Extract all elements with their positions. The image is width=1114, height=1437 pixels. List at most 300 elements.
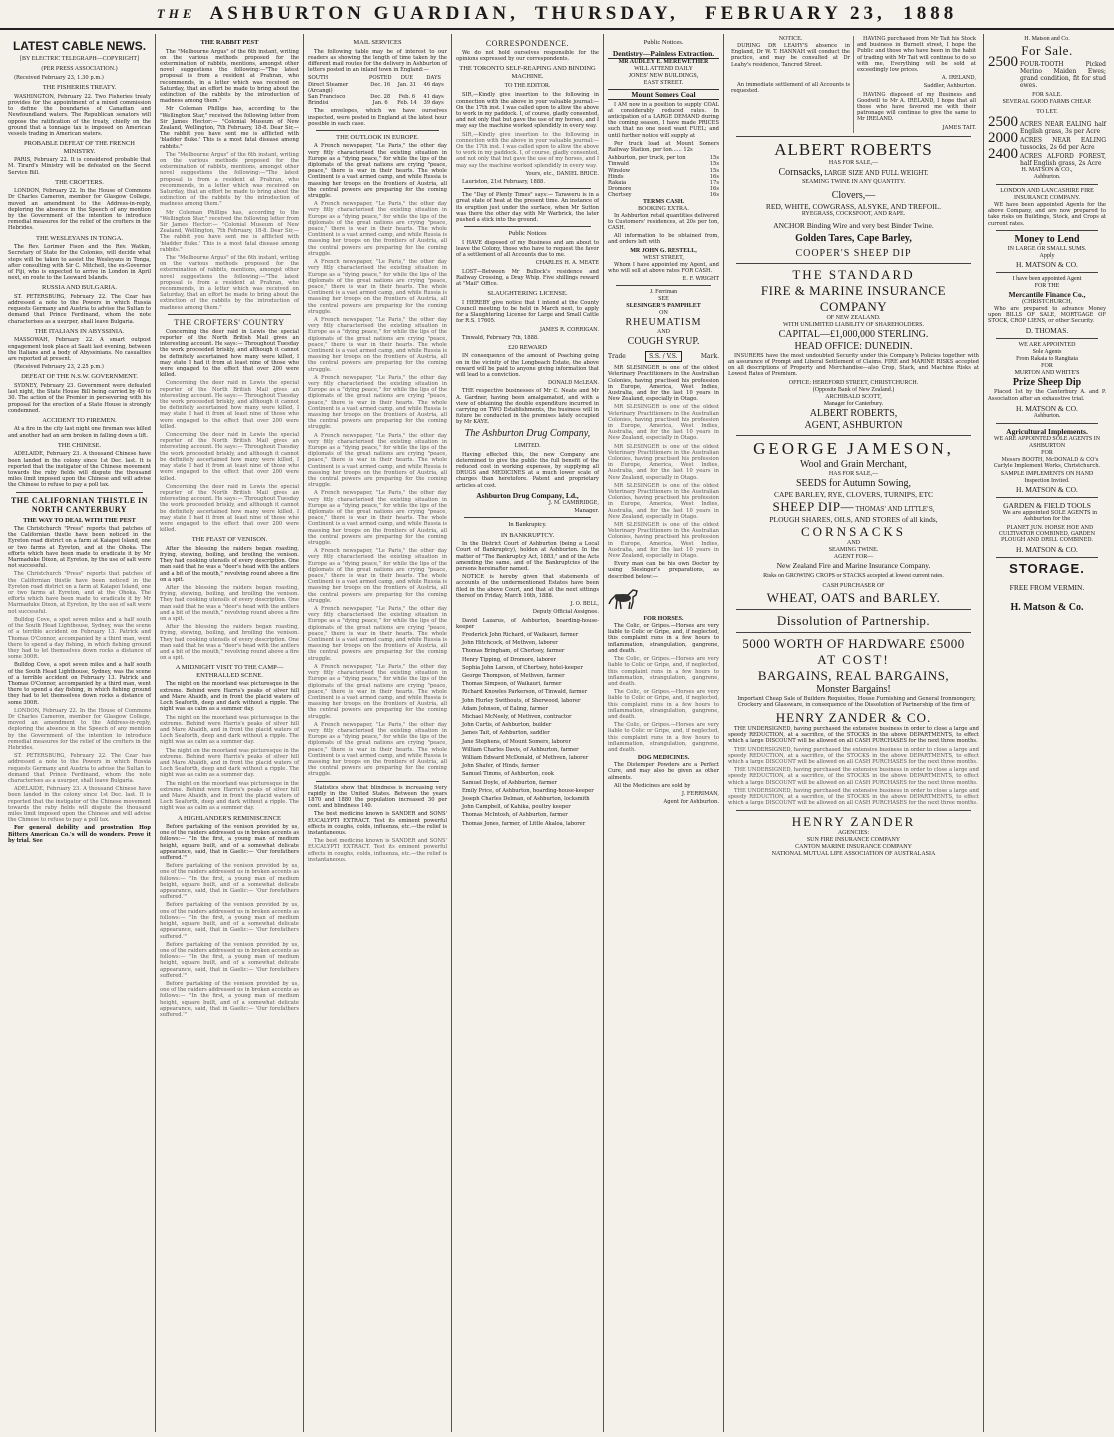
seeds-autumn: SEEDS for Autumn Sowing,: [795, 477, 911, 489]
divider: [996, 557, 1098, 558]
horses-text: The Colic, or Gripes.—Horses are very liable to Colic or Gripe, and, if neglected, this complaint runs in a few hours to inflammation, strangulation, gangrene, and death.: [608, 623, 719, 654]
nsw-text: SYDNEY, February 23. Government were defeated last night, the State House Bill being carried by 40 to 30. The action of the Premier in persevering with his proposal for the erection of a State House is strongly condemned.: [8, 382, 151, 414]
accident-text: At a fire in the city last night one fireman was killed and another had an arm broken in falling down a lift.: [8, 426, 151, 439]
bargains: BARGAINS, REAL BARGAINS,: [757, 667, 950, 683]
coal-price: 17s: [709, 179, 719, 186]
notice-amalgamation: THE respective businesses of Mr C. Neate and Mr A. Gardner, having been amalgamated, and with a view of obtaining the double expenditure incurred in carrying on TWO Establishments, the business will in future be conducted in the premises lately occupied by Mr KAYE.: [456, 388, 599, 426]
london-lancashire: LONDON AND LANCASHIRE FIRE INSURANCE COMPANY.: [1000, 188, 1094, 201]
coal-price: 15s: [709, 167, 719, 174]
heading-thistle: THE CALIFORNIAN THISTLE IN NORTH CANTERBURY: [10, 495, 149, 514]
notice-ireland-sign: A. IRELAND,: [941, 75, 976, 82]
nz-fire-marine: New Zealand Fire and Marine Insurance Company.: [776, 560, 931, 570]
wheat-oats-barley: WHEAT, OATS and BARLEY.: [766, 589, 941, 605]
booth-mcdonald: Messrs BOOTH, McDONALD & CO's Carlyle Implement Works, Christchurch.: [993, 456, 1101, 470]
mail-text: The envelopes, which we have ourselves inspected, were posted in England at the latest hour possible in each case.: [308, 108, 447, 127]
highlander-text: Before partaking of the venison provided by us, one of the raiders addressed us in broken accents as follows:— "In the first, a young man of medium height, square built, and of a somewhat delicate appearance, said, that in Gaelic:— 'Our forefathers suffered.'": [160, 824, 299, 862]
article-filler: A French newspaper, "Le Paris," the other day very fitly characterised the existing situation in Europe as a "dying peace," for while the lips of the diplomats of the great nations are crying "peace, peace," there is war in their hearts. The whole Continent is a vast armed camp, and while Russia is massing her troops on the frontiers of Austria, all the central powers are preparing for the coming struggle.: [308, 374, 447, 431]
ferriman-header: J. Ferriman: [649, 289, 678, 296]
eucalypti-ad: The best medicine known is SANDER and SONS' EUCALYPTI EXTRACT. Test its eminent powerful effects in coughs, colds, influenza, etc.—the relief is instantaneous.: [308, 811, 447, 836]
acreage-text: ACRES NEAR EALING half English grass, 3s per Acre: [1020, 121, 1106, 135]
fisheries-text: WASHINGTON, February 22. Two Fisheries treaty provides for the appointment of a mixed commission to define the boundaries of Canadian and Newfoundland waters. The Republican senators will oppose the ratification of the treaty, chiefly on the ground that a tonnage tax is imposed on American vessels trading in American waters.: [8, 93, 151, 137]
sale-2500-number: 2500: [988, 54, 1018, 70]
bankrupt-entry: Frederick John Richard, of Waikauri, farmer: [462, 631, 579, 638]
appointed-agent: I have been appointed Agent: [1012, 275, 1082, 282]
dissolution-title: Dissolution of Partnership.: [776, 612, 931, 628]
article-filler: The Colic, or Gripes.—Horses are very liable to Colic or Gripe, and, if neglected, this complaint runs in a few hours to inflammation, strangulation, gangrene, and death.: [608, 656, 719, 687]
correspondence-place: Lauriston, 21st February, 1888.: [462, 179, 546, 186]
mail-cell: Jan. 31: [397, 81, 417, 88]
coopers-sheep-dip: COOPER'S SHEEP DIP: [795, 247, 912, 259]
divider: [996, 184, 1098, 185]
mail-cell: Dec. 16: [370, 81, 391, 88]
heading-thistle-2: THE WAY TO DEAL WITH THE PEST: [23, 516, 136, 524]
article-filler: LONDON, February 22. In the House of Commons Dr Charles Cameron, member for Glasgow College, moved an amendment to the Address-in-reply, deploring the absence in the Speech of any mention by the Government of the intention to introduce remedial measures for the relief of the crofters in the Hebrides.: [8, 707, 151, 751]
cornsacks-title: CORNSACKS: [800, 523, 907, 539]
agency-entry: SUN FIRE INSURANCE COMPANY: [806, 836, 901, 843]
article-filler: MR SLESINGER is one of the oldest Veterinary Practitioners in the Australian Colonies, having practised his profession in Europe, America, West Indies, Australia, and for the last 10 years in New Zealand, especially in Otago.: [608, 522, 719, 560]
agency-entry: NATIONAL MUTUAL LIFE ASSOCIATION OF AUSTRALASIA: [771, 850, 936, 857]
notice-heading: NOTICE.: [778, 36, 803, 42]
article-filler: Mr Coleman Phillips has, according to the "Wellington Star," received the following letter from Sir James Hector:— "Colonial Museum of New Zealand, Wellington, 7th February, 18-8. Dear Sir,—The rabbit you have sent me is afflicted with 'bladder fluke.' This is a most fatal disease among rabbits.": [160, 209, 299, 253]
notice-ireland-role: Saddler, Ashburton.: [923, 83, 976, 90]
divider: [736, 263, 971, 264]
slaughter-sign: JAMES R. CORRIGAN.: [539, 326, 599, 333]
column-advertisements: [724, 34, 984, 1432]
notice-meate-sign: CHARLES H. A. MEATE: [535, 260, 599, 267]
notice-tait-sign: JAMES TAIT.: [942, 124, 976, 131]
george-jameson-title: GEORGE JAMESON,: [753, 438, 954, 458]
coal-destination: Rakaia: [608, 179, 627, 186]
slesinger-text-2: Every man can be his own Doctor by using Slesinger's preparations, as described below:—: [608, 561, 719, 580]
clovers-title: Clovers,—: [831, 189, 876, 201]
monster-bargains: Monster Bargains!: [816, 683, 891, 695]
heading-chinese: THE CHINESE.: [57, 441, 102, 449]
chinese-text: ADELAIDE, February 23. A thousand Chinese have been landed in the colony since 1st Dec. last. It is reported that the instigator of the Chinese movement towards the ruby fields will dispute the thousand miles limit imposed upon the Chinese and will advise the Chinese to refuse to pay a poll tax.: [8, 451, 151, 489]
for-horses-heading: FOR HORSES.: [643, 616, 684, 623]
for-sale-2: FOR SALE.: [1032, 92, 1062, 98]
free-from-vermin: FREE FROM VERMIN.: [1009, 583, 1085, 593]
sample-implements: SAMPLE IMPLEMENTS ON HAND: [1000, 471, 1094, 478]
limited-label: LIMITED.: [514, 442, 541, 449]
divider: [16, 492, 143, 493]
divider: [464, 517, 591, 518]
article-filler: Concerning the deer raid in Lewis the special reporter of the North British Mail gives an interesting account. He says:— Throughout Tuesday the work proceeded briskly, and although it cannot be definitely ascertained how many were killed, I may state I had it from at least nine of those who were engaged to the effect that over 200 were killed.: [160, 483, 299, 534]
rabbit-text: The "Melbourne Argus" of the 6th instant, writing on the various methods proposed for the extermination of rabbits, mentions, amongst other novel suggestions the following:—"The latest proposal is from a resident at Prahran, who recommends, in a letter which was received on Saturday, that an effort be made to bring about the extinction of the rabbits by the introduction of madness among them.": [160, 48, 299, 105]
garden-field-tools: GARDEN & FIELD TOOLS: [1003, 501, 1091, 511]
to-let-list: [988, 114, 1106, 167]
acreage-number: 2000: [988, 130, 1018, 146]
article-filler: Concerning the deer raid in Lewis the special reporter of the North British Mail gives an interesting account. He says:— Throughout Tuesday the work proceeded briskly, and although it cannot be definitely ascertained how many were killed, I may state I had it from at least nine of those who were engaged to the effect that over 200 were killed.: [160, 380, 299, 430]
acreage-text: ACRES ALFORD FOREST, half English grass, 2s Acre: [1020, 153, 1106, 167]
article-filler: MR SLESINGER is one of the oldest Veterinary Practitioners in the Australian Colonies, having practised his profession in Europe, America, West Indies, Australia, and for the last 10 years in New Zealand, especially in Otago.: [608, 404, 719, 442]
divider: [616, 285, 711, 286]
article-filler: ADELAIDE, February 23. A thousand Chinese have been landed in the colony since 1st Dec. last. It is reported that the instigator of the Chinese movement towards the ruby fields will dispute the thousand miles limit imposed upon the Chinese and will advise the Chinese to refuse to pay a poll tax.: [8, 786, 151, 824]
mail-intro: The following table may be of interest to our readers as showing the length of time taken by the different mail routes for the delivery in Ashburton of letters posted in an inland town in England:—: [308, 48, 447, 74]
matson-bottom: H. Matson & Co.: [1010, 602, 1084, 614]
ashburton-2: Ashburton.: [1033, 412, 1061, 419]
sole-agents: Sole Agents: [1032, 349, 1062, 356]
insurance-text: INSURERS have the most undoubted Security under this Company's Policies together with an assurance of Prompt and Liberal Settlement of Claims. FIRE and MARINE RISKS accepted on all descriptions of Property and Merchandise—also Crop, Stack, and Machine Risks at Lowest Rates of Premium.: [728, 352, 979, 378]
sheep-dip-sub: THOMAS' AND LITTLE'S,: [855, 505, 935, 513]
notice-tait: HAVING disposed of my Business and Goodwill to Mr A. IRELAND, I hope that all those who have favored me with their patronage will continue to give the same to Mr IRELAND.: [857, 91, 976, 123]
mail-table-row: [308, 100, 447, 106]
crofters-text: LONDON, February 22. In the House of Commons Dr Charles Cameron, member for Glasgow College, moved an amendment to the Address-in-reply, deploring the absence in the Speech of any mention by the Government of the intention to introduce remedial measures for the relief of the crofters in the Hebrides.: [8, 188, 151, 232]
see-label: SEE: [658, 296, 669, 303]
bankrupt-entry: Emily Price, of Ashburton, boarding-house-keeper: [462, 787, 594, 794]
divider: [168, 314, 291, 315]
article-filler: The Christchurch "Press" reports that patches of the Californian thistle have been noticed in the Eyreton road district on a farm at Kaiapoi Island, one or two farms at Eyreton, and at the Ohoka. The efforts which have been made to eradicate it by Mr Marmaduke Dixon, at Eyreton, by the use of salt were not successful.: [8, 571, 151, 615]
received-notice-2: (Received February 23, 2.25 p.m.): [14, 364, 104, 371]
divider: [996, 423, 1098, 424]
heading-highlander: A HIGHLANDER'S REMINISCENCE: [177, 814, 281, 822]
bankrupt-entry: Sophia John Larson, of Chertsey, hotel-keeper: [462, 664, 583, 671]
heading-dentistry: Dentistry—Painless Extraction.: [608, 49, 719, 59]
divider: [464, 188, 591, 189]
agencies-label: AGENCIES:: [837, 829, 870, 836]
coal-destination: Winslow: [608, 167, 631, 174]
of-new-zealand: OF NEW ZEALAND.: [826, 314, 881, 321]
and-label: AND: [657, 329, 670, 336]
planet-jun: PLANET JUN. HORSE HOE AND CULTIVATOR COMBINED, GARDEN PLOUGH AND DRILL COMBINED.: [998, 524, 1096, 544]
notice-right-block: [854, 36, 979, 133]
trade-label: Trade: [608, 353, 626, 361]
bankrupt-entry: Henry Tipping, of Dromore, laborer: [462, 656, 556, 663]
heading-mount-somers-coal: Mount Somers Coal: [608, 89, 719, 100]
heading-drug-company-ltd: Ashburton Drug Company, Ld.,: [476, 490, 579, 500]
article-filler: After the blessing the raiders began roasting, frying, stewing, boiling, and broiling the venison. They had cooking utensils of every description. One man said that he was a "deer's head with the antlers and a bit of the mouth," revolving round above a fire on a spit.: [160, 624, 299, 662]
h-matson-2: H. MATSON & CO.: [1016, 403, 1078, 413]
agent-for: AGENT FOR—: [833, 553, 874, 560]
subheading-press-association: (PER PRESS ASSOCIATION.): [41, 66, 118, 72]
outlook-text: A French newspaper, "Le Paris," the other day very fitly characterised the existing situation in Europe as a "dying peace," for while the lips of the diplomats of the great nations are crying "peace, peace," there is war in their hearts. The whole Continent is a vast armed camp, and while Russia is massing her troops on the frontiers of Austria, all the central powers are preparing for the coming struggle.: [308, 143, 447, 200]
unlimited-liability: WITH UNLIMITED LIABILITY OF SHAREHOLDERS.: [783, 321, 924, 328]
murton-white: MURTON AND WHITE'S: [1014, 370, 1080, 377]
heading-reward: £20 REWARD: [508, 343, 547, 351]
crofters-country-text: Concerning the deer raid in Lewis the special reporter of the North British Mail gives an interesting account. He says:— Throughout Tuesday the work proceeded briskly, and although it cannot be definitely ascertained how many were killed, I may state I had it from at least nine of those who were engaged to the effect that over 200 were killed.: [160, 328, 299, 379]
bankrupt-entry: John Hitchcock, of Methven, laborer: [462, 640, 558, 647]
mail-cell: DAYS: [426, 75, 441, 82]
article-filler: After the blessing the raiders began roasting, frying, stewing, boiling, and broiling the venison. They had cooking utensils of every description. One man said that he was a "deer's head with the antlers and a bit of the mouth," revolving round above a fire on a spit.: [160, 585, 299, 623]
column-correspondence: [452, 34, 604, 1432]
coal-info: All information to be obtained from, and orders left with: [608, 233, 719, 246]
french-ministry-text: PARIS, February 22. It is considered probable that M. Tirard's Ministry will be defeated on the Secret Service Bill.: [8, 157, 151, 176]
heading-mail-services: MAIL SERVICES: [353, 39, 402, 46]
article-filler: A French newspaper, "Le Paris," the other day very fitly characterised the existing situation in Europe as a "dying peace," for while the lips of the diplomats of the great nations are crying "peace, peace," there is war in their hearts. The whole Continent is a vast armed camp, and while Russia is massing her troops on the frontiers of Austria, all the central powers are preparing for the coming struggle.: [308, 432, 447, 489]
cough-syrup-label: COUGH SYRUP.: [627, 336, 700, 348]
midnight-visit-text: The night on the moorland was picturesque in the extreme. Behind were Harris's peaks of silver hill and Mare Ahaidh, and in front the placid waters of Loch Seaforth, deep and dark without a ripple. The night was as calm as a summer day.: [160, 681, 299, 713]
money-to-lend: Money to Lend: [1014, 233, 1080, 245]
standard-title: THE STANDARD: [792, 266, 915, 282]
important-sale: Important Cheap Sale of Builders Requisites, House Furnishing and General Ironmongery, Crockery and Glassware, in consequence of the Dissolution of Partnership of the firm of: [737, 695, 976, 708]
newspaper-page: [4, 34, 1110, 1432]
bankrupt-entry: Thomas McIntosh, of Ashburton, farmer: [462, 812, 568, 819]
bankrupt-entry: David Lazarus, of Ashburton, boarding-house-keeper: [456, 617, 599, 630]
bankrupt-entry: William Charles Davis, of Ashburton, farmer: [462, 746, 579, 753]
bankrupt-list: [456, 618, 599, 827]
golden-tares: Golden Tares, Cape Barley,: [795, 232, 912, 244]
london-lancashire-text: WE have been appointed Agents for the above Company, and are now prepared to take risks on Buildings, Stock, and Crops at current rates.: [988, 202, 1106, 227]
coal-booking: BOOKING EXTRA.: [638, 205, 689, 212]
coal-price: 16s: [709, 192, 719, 199]
dog-text: The Distemper Powders are a Perfect Cure, and may also be given as other ailments.: [608, 762, 719, 781]
article-filler: A French newspaper, "Le Paris," the other day very fitly characterised the existing situation in Europe as a "dying peace," for while the lips of the diplomats of the great nations are crying "peace, peace," there is war in their hearts. The whole Continent is a vast armed camp, and while Russia is massing her troops on the frontiers of Austria, all the central powers are preparing for the coming struggle.: [308, 259, 447, 315]
heading-toronto-machine: THE TORONTO SELF-REAPING AND BINDING MACHINE.: [459, 65, 596, 80]
heading-italians: THE ITALIANS IN ABYSSINIA.: [34, 327, 125, 335]
mark-label: Mark.: [700, 353, 719, 361]
article-filler: Concerning the deer raid in Lewis the special reporter of the North British Mail gives an interesting account. He says:— Throughout Tuesday the work proceeded briskly, and although it cannot be definitely ascertained how many were killed, I may state I had it from at least nine of those who were engaged to the effect that over 200 were killed.: [160, 432, 299, 482]
notice-lost: LOST—Between Mr Bullock's residence and Railway Crossing, a Dray Whip. Five shillings reward at "Mail" Office.: [456, 268, 599, 287]
bankruptcy-text: In the District Court of Ashburton (being a Local Court of Bankruptcy), holden at Ashburton. In the matter of "The Bankruptcy Act, 1883," and of the Acts amending the same, and of the Bankruptcies of the persons hereinafter named.: [456, 541, 599, 573]
rabbit-text-2: Mr Coleman Phillips has, according to the "Wellington Star," received the following letter from Sir James Hector:— "Colonial Museum of New Zealand, Wellington, 7th February, 18-8. Dear Sir,—The rabbit you have sent me is afflicted with 'bladder fluke.' This is a most fatal disease among rabbits.": [160, 106, 299, 150]
dentist-place: JONES' NEW BUILDINGS,: [628, 72, 699, 79]
head-office: HEAD OFFICE: DUNEDIN.: [794, 340, 913, 352]
mail-cell: SOUTH: [308, 75, 329, 82]
masthead: [0, 0, 1114, 30]
divider: [736, 609, 971, 610]
heading-public-notices: Public Notices.: [643, 39, 684, 46]
appointed-sole-agents: WE ARE APPOINTED SOLE AGENTS IN ASHBURTON: [993, 435, 1101, 449]
has-for-sale-2: HAS FOR SALE,—: [828, 470, 879, 477]
thistle-text: The Christchurch "Press" reports that patches of the Californian thistle have been noticed in the Eyreton road district on a farm at Kaiapoi Island, one or two farms at Eyreton, and at the Ohoka. The efforts which have been made to eradicate it by Mr Marmaduke Dixon, at Eyreton, by the use of salt were not successful.: [8, 526, 151, 570]
mail-cell: Brindisi: [308, 100, 329, 107]
article-filler: MR SLESINGER is one of the oldest Veterinary Practitioners in the Australian Colonies, having practised his profession in Europe, America, West Indies, Australia, and for the last 10 years in New Zealand, especially in Otago.: [608, 443, 719, 481]
heading-in-bankruptcy: In Bankruptcy.: [508, 521, 547, 529]
coal-sign: E. F. WRIGHT: [682, 275, 719, 282]
bankrupt-entry: George Thompson, of Methven, farmer: [462, 672, 565, 679]
anchor-wire: ANCHOR Binding Wire and very best Binder Twine.: [773, 220, 934, 230]
article-filler: THE UNDERSIGNED, having purchased the extensive business in order to close a large and speedy REDUCTION, at a sacrifice, of the STOCKS in the above DEPARTMENTS, to effect which a large DISCOUNT will be allowed on all CASH PURCHASES for the next three months.: [728, 767, 979, 786]
office-role: Manager for Canterbury.: [823, 400, 884, 407]
article-filler: Before partaking of the venison provided by us, one of the raiders addressed us in broken accents as follows:— "In the first, a young man of medium height, square built, and of a somewhat delicate appearance, said, that in Gaelic:— 'Our forefathers suffered.'": [160, 863, 299, 901]
drug-company-sign: J. M. CAMBRIDGE,: [548, 499, 599, 506]
dentist-name: MR AUDLEY E. MEREWETHER: [618, 58, 709, 65]
somers-rate: Per truck load at Mount Somers Railway Station, per ton...... 12s: [608, 140, 719, 153]
placed-first: Placed 1st by the Canterbury A. and P. Association after an exhaustive trial.: [988, 389, 1106, 402]
drug-company-role: Manager.: [574, 508, 599, 515]
bulldog-cove-text: Bulldog Cove, a spot seven miles and a half south of the South Head Lighthouse, Sydney, was the scene of a terrible accident on February 13. Patrick and Thomas O'Connor, accompanied by a third man, went there to spend a day fishing, in which fishing ground they had to let themselves down rocks a distance of some 300ft.: [8, 662, 151, 706]
ashburton-label: Ashburton.: [1033, 174, 1061, 180]
meds-sold: All the Medicines are sold by: [614, 782, 691, 789]
risks-growing-crops: Risks on GROWING CROPS or STACKS accepted at lowest current rates.: [763, 572, 944, 579]
coal-price-table: [608, 155, 719, 198]
column-matson: [984, 34, 1110, 1432]
h-matson-4: H. MATSON & CO.: [1016, 545, 1078, 555]
correspondence-sign: Yours, etc., DANIEL BRICE.: [525, 170, 599, 177]
article-filler: THE UNDERSIGNED, having purchased the extensive business in order to close a large and speedy REDUCTION, at a sacrifice, of the STOCKS in the above DEPARTMENTS, to effect which a large DISCOUNT will be allowed on all CASH PURCHASES for the next three months.: [728, 746, 979, 766]
hardware-5000: 5000 WORTH OF HARDWARE £5000: [742, 635, 965, 651]
bankrupt-entry: Adam Johnson, of Ealing, farmer: [462, 705, 548, 712]
h-matson-3: H. MATSON & CO.: [1016, 485, 1078, 495]
divider: [736, 632, 971, 633]
notice-accounts: An immediate settlement of all Accounts is requested.: [731, 81, 850, 95]
article-filler: ST. PETERSBURG, February 22. The Czar has addressed a note to the Powers in which Russia requests Germany and Austria to advise the Sultan to demand that Prince Ferdinand, whom the note characterises as a usurper, shall leave Bulgaria.: [8, 753, 151, 784]
article-filler: The night on the moorland was picturesque in the extreme. Behind were Harris's peaks of silver hill and Mare Ahaidh, and in front the placid waters of Loch Seaforth, deep and dark without a ripple. The night was as calm as a summer day.: [160, 780, 299, 812]
albert-roberts-title: ALBERT ROBERTS: [774, 139, 933, 159]
mercantile-finance: Mercantile Finance Co.,: [1008, 289, 1086, 299]
bankruptcy-notice: NOTICE is hereby given that statements of accounts of the undermentioned Estates have been filed in the above Court, and that at the next sittings thereof on Friday, March 16th, 1888.: [456, 574, 599, 599]
divider: [736, 435, 971, 436]
rheumatism-label: RHEUMATISM: [625, 317, 702, 329]
for-label-2: FOR: [1041, 449, 1053, 456]
heading-accident: ACCIDENT TO FIREMEN.: [42, 416, 117, 424]
bankrupt-entry: Thomas Jones, farmer, of Little Akaloa, laborer: [462, 820, 586, 827]
article-filler: SIR,—Kindly give insertion to the following in connection with the above in your valuable journal:— On the 17th inst. I was called upon to allow the above to work in my paddock. I, of course, gladly consented, and not only that but gave the use of my horses, and I may say the machine worked splendidly in every way.: [456, 131, 599, 169]
mail-table: [308, 75, 447, 106]
capital: CAPITAL—£1,000,000 STERLING.: [778, 328, 929, 340]
divider: [996, 230, 1098, 231]
for-sale-title: For Sale.: [1021, 43, 1073, 58]
coal-price: 16s: [709, 173, 719, 180]
acreage-number: 2400: [988, 146, 1018, 162]
sale-2500-row: [988, 54, 1106, 89]
plough-shares: PLOUGH SHARES, OILS, AND STORES of all kinds,: [769, 514, 938, 524]
acreage-text: ACRES NEAR EALING tussocks, 2s 6d per Acre: [1020, 137, 1106, 151]
and-label: AND: [847, 539, 860, 546]
office-sign: ARCHIBALD SCOTT,: [825, 393, 882, 400]
somers-text: I AM now in a position to supply COAL at considerably reduced rates. In anticipation of a LARGE DEMAND during the coming season, I have made PRICES such that no one need want FUEL; and until further notice will supply at: [608, 101, 719, 139]
divider: [736, 810, 971, 811]
divider: [736, 136, 971, 137]
bankrupt-entry: Jane Stephens, of Mount Somers, laborer: [462, 738, 571, 745]
matson-sign: H. MATSON & CO.,: [1021, 167, 1073, 173]
grasses: RYEGRASS, COCKSFOOT, AND RAPE.: [801, 210, 906, 217]
slaughter-place: Tinwald, February 7th, 1888.: [462, 334, 539, 341]
mail-cell: POSTED: [368, 75, 392, 82]
slaughter-text: I HEREBY give notice that I intend at the County Council meeting to be held in March next, to apply for a Slaughtering License for Large and Small Cattle for R.S. 17605.: [456, 299, 599, 325]
agricultural-implements: Agricultural Implements.: [1006, 426, 1088, 436]
coal-agent-place: WEST STREET,: [643, 254, 684, 261]
acreage-number: 2500: [988, 114, 1018, 130]
henry-zander-co: HENRY ZANDER & CO.: [775, 710, 932, 726]
russia-text: ST. PETERSBURG, February 22. The Czar has addressed a note to the Powers in which Russia requests Germany and Austria to advise the Sultan to demand that Prince Ferdinand, whom the note characterises as a usurper, shall leave Bulgaria.: [8, 293, 151, 325]
article-filler: A French newspaper, "Le Paris," the other day very fitly characterised the existing situation in Europe as a "dying peace," for while the lips of the diplomats of the great nations are crying "peace, peace," there is war in their hearts. The whole Continent is a vast armed camp, and while Russia is massing her troops on the frontiers of Austria, all the central powers are preparing for the coming struggle.: [308, 316, 447, 373]
article-filler: THE UNDERSIGNED, having purchased the extensive business in order to close a large and speedy REDUCTION, at a sacrifice, of the STOCKS in the above DEPARTMENTS, to effect which a large DISCOUNT will be allowed on all CASH PURCHASES for the next three months.: [728, 787, 979, 807]
office-address: OFFICE: HEREFORD STREET, CHRISTCHURCH.: [788, 379, 919, 386]
heading-outlook-europe: THE OUTLOOK IN EUROPE.: [336, 133, 419, 141]
coal-agent-text: Whom I have appointed my Agent, and who will sell at above rates FOR CASH.: [608, 261, 719, 274]
wool-grain-merchant: Wool and Grain Merchant,: [800, 458, 907, 470]
notice-left-block: [728, 36, 854, 133]
mail-cell: 46 days: [423, 81, 444, 88]
tonga-text: The Rev. Lorimer Fison and the Rev. Watkin, Secretary of State for the Colonies, will decide what steps will be taken to assist the Wesleyans in Tonga, after consulting with Sir C. Mitchell, the ex-Governor of Fiji, who is expected to arrive in London in April next, en route to the Leeward Islands.: [8, 244, 151, 282]
coal-destination: Hinds: [608, 173, 624, 180]
article-filler: Before partaking of the venison provided by us, one of the raiders addressed us in broken accents as follows:— "In the first, a young man of medium height, square built, and of a somewhat delicate appearance, said, that in Gaelic:— 'Our forefathers suffered.'": [160, 941, 299, 979]
horse-illustration: [608, 585, 642, 611]
prize-sheep-dip: Prize Sheep Dip: [1012, 377, 1082, 389]
heading-nsw: DEFEAT OF THE N.S.W. GOVERNMENT.: [21, 373, 138, 381]
matson-top: H. Matson and Co.: [1024, 36, 1070, 42]
agency-entry: CANTON MARINE INSURANCE COMPANY: [795, 843, 912, 850]
pamphlet-label: SLESINGER'S PAMPHLET: [626, 303, 701, 310]
correspondence-text: SIR,—Kindly give insertion to the following in connection with the above in your valuable journal:— On the 17th inst. I was called upon to allow the above to work in my paddock. I, of course, gladly consented, and not only that but gave the use of my horses, and I may say the machine worked splendidly in every way.: [456, 92, 599, 130]
to-let: TO LET.: [1036, 109, 1058, 115]
column-rabbit-pest: [156, 34, 304, 1432]
henry-zander: HENRY ZANDER: [791, 813, 916, 829]
blindness-text: Statistics show that blindness is increasing very rapidly in the United States. Between the years 1870 and 1880 the population increased 30 per cent. and blindness 140.: [308, 784, 447, 810]
heading-latest-cable-news: LATEST CABLE NEWS.: [12, 39, 147, 53]
article-filler: Bulldog Cove, a spot seven miles and a half south of the South Head Lighthouse, Sydney, was the scene of a terrible accident on February 13. Patrick and Thomas O'Connor, accompanied by a third man, went there to spend a day fishing, in which fishing ground they had to let themselves down rocks a distance of some 300ft.: [8, 616, 151, 661]
article-filler: Before partaking of the venison provided by us, one of the raiders addressed us in broken accents as follows:— "In the first, a young man of medium height, square built, and of a somewhat delicate appearance, said, that in Gaelic:— 'Our forefathers suffered.'": [160, 902, 299, 940]
divider: [464, 226, 591, 227]
on-label: ON: [659, 310, 668, 317]
bankrupt-entry: Joseph Charles Delman, of Ashburton, locksmith: [462, 795, 590, 802]
article-filler: A French newspaper, "Le Paris," the other day very fitly characterised the existing situation in Europe as a "dying peace," for while the lips of the diplomats of the great nations are crying "peace, peace," there is war in their hearts. The whole Continent is a vast armed camp, and while Russia is massing her troops on the frontiers of Austria, all the central powers are preparing for the coming struggle.: [308, 201, 447, 257]
coal-price: 16s: [709, 186, 719, 193]
bankrupt-entry: Samuel Doyle, of Ashburton, farmer: [462, 779, 557, 786]
bankrupt-entry: John Hurley Swithouts, of Sherwood, laborer: [462, 697, 581, 704]
mail-cell: DUE: [400, 75, 414, 82]
heading-slaughtering: SLAUGHTERING LICENSE.: [487, 290, 568, 298]
bankrupt-entry: William Edward McDonald, of Methven, laborer: [462, 754, 589, 761]
mail-cell: Feb. 6: [398, 93, 416, 100]
coal-destination: Ashburton, per truck, per ton: [608, 155, 686, 162]
h-matson: H. MATSON & CO.: [1016, 259, 1078, 269]
column-mail-outlook: [304, 34, 452, 1432]
office-sub: (Opposite Bank of New Zealand.): [812, 386, 895, 393]
heading-correspondence: CORRESPONDENCE.: [485, 39, 570, 48]
article-filler: A French newspaper, "Le Paris," the other day very fitly characterised the existing situation in Europe as a "dying peace," for while the lips of the diplomats of the great nations are crying "peace, peace," there is war in their hearts. The whole Continent is a vast armed camp, and while Russia is massing her troops on the frontiers of Austria, all the central powers are preparing for the coming struggle.: [308, 606, 447, 662]
article-filler: A French newspaper, "Le Paris," the other day very fitly characterised the existing situation in Europe as a "dying peace," for while the lips of the diplomats of the great nations are crying "peace, peace," there is war in their hearts. The whole Continent is a vast armed camp, and while Russia is massing her troops on the frontiers of Austria, all the central powers are preparing for the coming struggle.: [308, 721, 447, 778]
notice-ireland: HAVING purchased from Mr Tait his Stock and business in Burnett street, I hope the Public and those who have been in the habit of trading with Mr Tait will continue to do so with me, Everything will be sold at exceedingly low prices.: [857, 36, 976, 74]
dentist-street: EAST STREET.: [643, 79, 684, 86]
bankrupt-entry: Thomas Simpson, of Waikauri, farmer: [462, 681, 562, 688]
article-filler: The best medicine known is SANDER and SONS' EUCALYPTI EXTRACT. Test its eminent powerful effects in coughs, colds, influenza, etc.—the relief is instantaneous.: [308, 838, 447, 863]
to-the-editor: TO THE EDITOR.: [504, 83, 551, 90]
at-cost: AT COST!: [817, 651, 890, 667]
divider: [316, 781, 439, 782]
apply-label: Apply: [1039, 252, 1055, 259]
heading-venison: THE FEAST OF VENISON.: [191, 536, 268, 544]
heading-drug-company: The Ashburton Drug Company,: [464, 427, 591, 439]
mail-cell: San Francisco: [308, 93, 346, 100]
article-filler: A French newspaper, "Le Paris," the other day very fitly characterised the existing situation in Europe as a "dying peace," for while the lips of the diplomats of the great nations are crying "peace, peace," there is war in their hearts. The whole Continent is a vast armed camp, and while Russia is massing her troops on the frontiers of Austria, all the central powers are preparing for the coming struggle.: [308, 490, 447, 547]
article-filler: Before partaking of the venison provided by us, one of the raiders addressed us in broken accents as follows:— "In the first, a young man of medium height, square built, and of a somewhat delicate appearance, said, that in Gaelic:— 'Our forefathers suffered.'": [160, 980, 299, 1018]
bankrupt-entry: John Curtis, of Ashburton, builder: [462, 722, 552, 729]
article-filler: A French newspaper, "Le Paris," the other day very fitly characterised the existing situation in Europe as a "dying peace," for while the lips of the diplomats of the great nations are crying "peace, peace," there is war in their hearts. The whole Continent is a vast armed camp, and while Russia is massing her troops on the frontiers of Austria, all the central powers are preparing for the coming struggle.: [308, 548, 447, 604]
seaming-twine: SEAMING TWINE IN ANY QUANTITY.: [801, 178, 906, 185]
we-are-appointed: WE ARE APPOINTED: [1018, 342, 1076, 349]
heading-fisheries: THE FISHERIES TREATY.: [42, 84, 117, 92]
divider: [996, 497, 1098, 498]
coal-terms: TERMS CASH.: [642, 198, 684, 205]
dog-medicines-heading: DOG MEDICINES.: [637, 755, 690, 762]
correspondence-note: We do not hold ourselves responsible for the opinions expressed by our correspondents.: [456, 50, 599, 63]
agency-list: [728, 837, 979, 858]
cornsacks-sub: LARGE SIZE AND FULL WEIGHT.: [824, 169, 929, 177]
coal-destination: Chertsey: [608, 192, 632, 199]
coal-note: In Ashburton retail quantities delivered to Customers' residences, at 20s per ton, CASH.: [608, 212, 719, 231]
drug-company-text: Having effected this, the new Company are determined to give the public the full benefit of the reduced cost in working expenses, by supplying all DRUGS and MEDICINES at a much lower scale of charges than heretofore. Patent and proprietary articles at cost.: [456, 451, 599, 489]
mail-cell: 39 days: [423, 100, 444, 107]
inspection-invited: Inspection Invited.: [1024, 478, 1070, 485]
hop-bitters-ad: For general debility and prostration Hop Bitters American Co.'s will do wonders. Prove it by trial. See: [8, 825, 151, 844]
trade-mark-logo: S.S. / V.S.: [645, 351, 681, 362]
notice-leahy: DURING DR LEAHY'S absence in England, Dr W. T. HANNAH will conduct the practice, and may be consulted at Dr Leahy's residence, Tancred Street.: [731, 43, 850, 68]
bankrupt-entry: John Campbell, of Kahika, poultry keeper: [462, 804, 571, 811]
received-notice: (Received February 23, 1.30 p.m.): [14, 75, 104, 81]
reward-text: IN consequence of the amount of Poaching going on in the vicinity of the Longbeach Estate, the above reward will be paid to anyone giving information that will lead to a conviction.: [456, 353, 599, 379]
heading-midnight-visit: A MIDNIGHT VISIT TO THE CAMP—ENTHRALLED SCENE.: [175, 664, 284, 679]
article-filler: The night on the moorland was picturesque in the extreme. Behind were Harris's peaks of silver hill and Mare Ahaidh, and in front the placid waters of Loch Seaforth, deep and dark without a ripple. The night was as calm as a summer day.: [160, 714, 299, 746]
mail-cell: Jan. 6: [372, 100, 388, 107]
masthead-title: ASHBURTON GUARDIAN,: [209, 3, 519, 24]
tarawera-text: The "Day of Plenty Times" says:— Taraweru is in a great state of heat at the present time. An instance of its eruption just under the surface, when Mr Sutton was there the other day with Mr Warbrick, the later pushed a stick into the ground.: [456, 192, 599, 224]
article-filler: The "Melbourne Argus" of the 6th instant, writing on the various methods proposed for the extermination of rabbits, mentions, amongst other novel suggestions the following:—"The latest proposal is from a resident at Prahran, who recommends, in a letter which was received on Saturday, that an effort be made to bring about the extinction of the rabbits by the introduction of madness among them.": [160, 255, 299, 311]
bankrupt-entry: Richard Knowles Parkerson, of Tinwald, farmer: [462, 689, 588, 696]
heading-in-bankruptcy-2: IN BANKRUPTCY.: [500, 531, 555, 539]
slesinger-text: MR SLESINGER is one of the oldest Veterinary Practitioners in the Australian Colonies, having practised his profession in Europe, America, West Indies, Australia, and for the last 10 years in New Zealand, especially in Otago.: [608, 365, 719, 403]
cornsacks-label: Cornsacks,: [778, 166, 823, 178]
